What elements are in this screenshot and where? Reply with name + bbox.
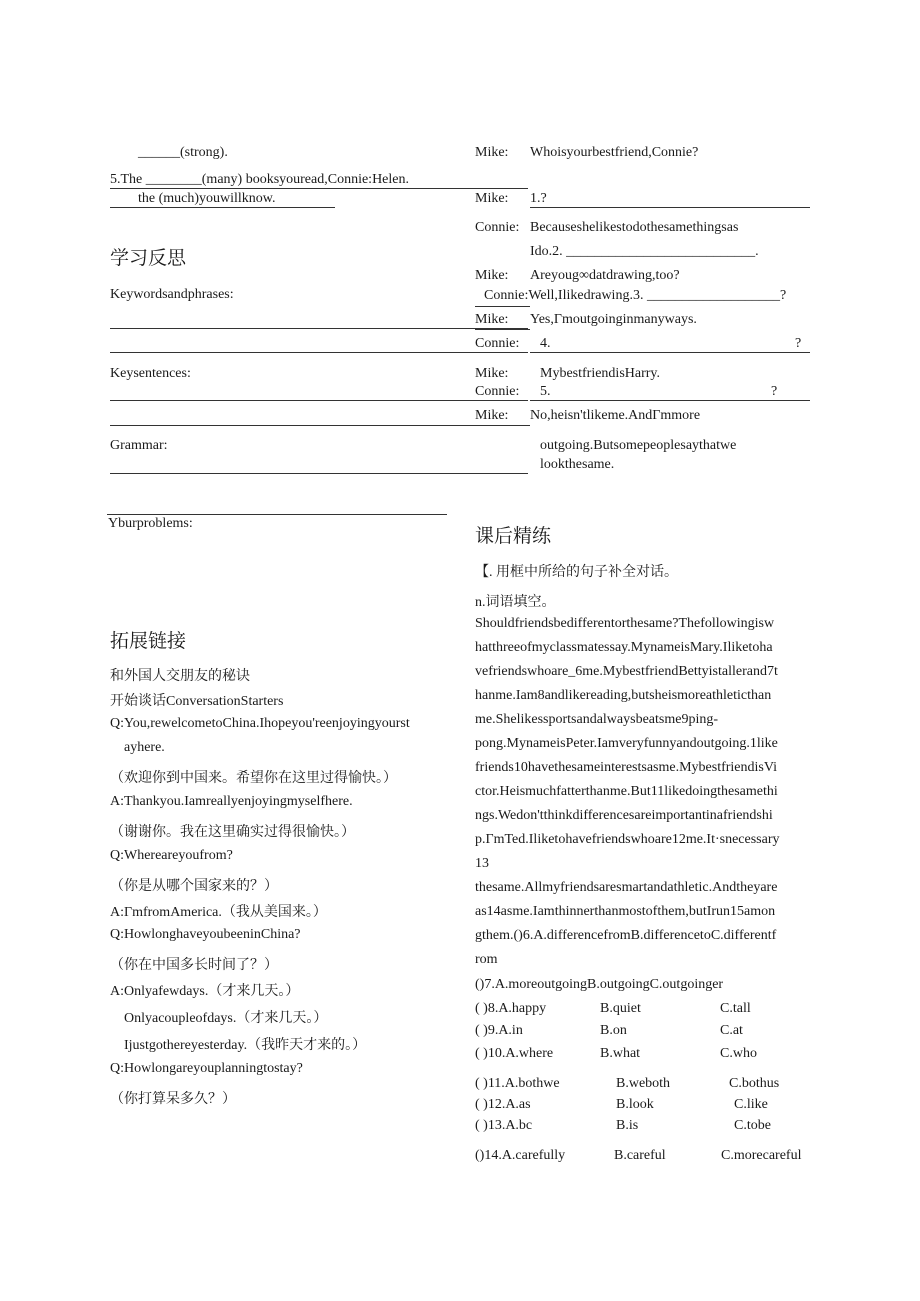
answer-line[interactable] xyxy=(107,514,447,515)
conversation-line: ayhere. xyxy=(124,740,165,755)
answer-line[interactable] xyxy=(110,425,528,426)
conversation-line: A:Thankyou.Iamreallyenjoyingmyselfhere. xyxy=(110,794,353,809)
passage-line: thesame.Allmyfriendsaresmartandathletic.Andtheyare xyxy=(475,880,778,895)
extension-subtitle-2: 开始谈话ConversationStarters xyxy=(110,694,284,709)
passage-line: p.ΓmTed.Iliketohavefriendswhoare12me.It·snecessary xyxy=(475,832,780,847)
divider xyxy=(110,207,335,208)
dialog-line: Becauseshelikestodothesamethingsas xyxy=(530,220,739,235)
divider xyxy=(110,188,528,189)
option-b[interactable]: B.is xyxy=(616,1118,639,1133)
dialog-line: lookthesame. xyxy=(540,457,615,472)
dialog-line: outgoing.Butsomepeoplesaythatwe xyxy=(540,438,737,453)
passage-line: me.Shelikessportsandalwaysbeatsme9ping- xyxy=(475,712,719,727)
question-mark: ? xyxy=(771,384,778,399)
dialog-line: No,heisn'tlikeme.AndΓmmore xyxy=(530,408,701,423)
speaker: Connie: xyxy=(475,336,520,351)
question-number: ( )12.A.as xyxy=(475,1097,531,1112)
passage-line: pong.MynameisPeter.Iamveryfunnyandoutgoing.1like xyxy=(475,736,778,751)
conversation-line: A:ΓmfromAmerica.（我从美国来。） xyxy=(110,905,327,920)
passage-line: friends10havethesameinterestsasme.MybestfriendisVi xyxy=(475,760,778,775)
option-c[interactable]: C.tall xyxy=(720,1001,751,1016)
question-7: ()7.A.moreoutgoingB.outgoingC.outgoinger xyxy=(475,977,724,992)
dialog-line: Ido.2. ___________________________. xyxy=(530,244,759,259)
answer-line[interactable] xyxy=(110,328,528,329)
passage-line: hatthreeofmyclassmatessay.MynameisMary.Iliketoha xyxy=(475,640,773,655)
keysentences-label: Keysentences: xyxy=(110,366,191,381)
conversation-line: （你是从哪个国家来的？） xyxy=(110,879,278,894)
keywords-label: Keywordsandphrases: xyxy=(110,287,234,302)
speaker: Mike: xyxy=(475,268,509,283)
question-mark: ? xyxy=(795,336,802,351)
option-b[interactable]: B.on xyxy=(600,1023,627,1038)
option-b[interactable]: B.quiet xyxy=(600,1001,641,1016)
conversation-line: Q:Whereareyoufrom? xyxy=(110,848,233,863)
top-line-3: the (much)youwillknow. xyxy=(138,191,276,206)
conversation-line: Onlyacoupleofdays.（才来几天。） xyxy=(124,1011,328,1026)
passage-line: gthem.()6.A.differencefromB.differencetoC.differentf xyxy=(475,928,777,943)
question-number: ( )11.A.bothwe xyxy=(475,1076,560,1091)
option-c[interactable]: C.morecareful xyxy=(721,1148,802,1163)
question-number: ( )8.A.happy xyxy=(475,1001,547,1016)
dialog-line: 1.? xyxy=(530,191,547,206)
section-heading-1: 【. 用框中所给的句子补全对话。 xyxy=(475,565,678,580)
passage-line: ctor.Heismuchfatterthanme.But11likedoingthesamethi xyxy=(475,784,778,799)
section-heading-2: n.词语填空。 xyxy=(475,595,556,610)
answer-blank-1[interactable] xyxy=(530,207,810,208)
question-number: ( )10.A.where xyxy=(475,1046,554,1061)
divider xyxy=(475,329,530,330)
dialog-line: 5. xyxy=(540,384,551,399)
top-line-2: 5.The ________(many) booksyouread,Connie:Helen. xyxy=(110,172,409,187)
option-c[interactable]: C.who xyxy=(720,1046,757,1061)
passage-line: Shouldfriendsbedifferentorthesame?Thefollowingisw xyxy=(475,616,775,631)
passage-line: vefriendswhoare_6me.MybestfriendBettyistallerand7t xyxy=(475,664,778,679)
top-line-1: ______(strong). xyxy=(138,145,228,160)
answer-blank-5[interactable] xyxy=(530,400,810,401)
extension-title: 拓展链接 xyxy=(110,630,187,652)
passage-line: as14asme.Iamthinnerthanmostofthem,butIrun15amon xyxy=(475,904,776,919)
practice-title: 课后精练 xyxy=(475,525,552,547)
question-number: ()14.A.carefully xyxy=(475,1148,566,1163)
option-b[interactable]: B.weboth xyxy=(616,1076,671,1091)
problems-label: Yburproblems: xyxy=(108,516,193,531)
option-b[interactable]: B.what xyxy=(600,1046,641,1061)
speaker: Connie: xyxy=(475,384,520,399)
option-c[interactable]: C.at xyxy=(720,1023,743,1038)
answer-line[interactable] xyxy=(110,352,528,353)
passage-line: 13 xyxy=(475,856,489,871)
conversation-line: Q:HowlonghaveyoubeeninChina? xyxy=(110,927,301,942)
passage-line: hanme.Iam8andlikereading,butsheismoreathleticthan xyxy=(475,688,772,703)
answer-line[interactable] xyxy=(110,400,528,401)
passage-line: ngs.Wedon'tthinkdifferencesareimportantinafriendshi xyxy=(475,808,773,823)
dialog-line: MybestfriendisHarry. xyxy=(540,366,661,381)
option-b[interactable]: B.look xyxy=(616,1097,654,1112)
conversation-line: （你在中国多长时间了？） xyxy=(110,958,278,973)
speaker: Mike: xyxy=(475,366,509,381)
conversation-line: （谢谢你。我在这里确实过得很愉快。） xyxy=(110,825,355,840)
conversation-line: Q:You,rewelcometoChina.Ihopeyou'reenjoyingyourst xyxy=(110,716,410,731)
conversation-line: （欢迎你到中国来。希望你在这里过得愉快。） xyxy=(110,771,397,786)
speaker: Mike: xyxy=(475,191,509,206)
speaker: Mike: xyxy=(475,312,509,327)
option-c[interactable]: C.tobe xyxy=(734,1118,771,1133)
passage-line: rom xyxy=(475,952,498,967)
dialog-line: Connie:Well,Ilikedrawing.3. ___________________? xyxy=(484,288,787,303)
dialog-line: Whoisyourbestfriend,Connie? xyxy=(530,145,699,160)
answer-line[interactable] xyxy=(110,473,528,474)
conversation-line: Ijustgothereyesterday.（我昨天才来的。） xyxy=(124,1038,367,1053)
speaker: Mike: xyxy=(475,145,509,160)
dialog-line: Yes,Γmoutgoinginmanyways. xyxy=(530,312,697,327)
conversation-line: Q:Howlongareyouplanningtostay? xyxy=(110,1061,303,1076)
reflection-title: 学习反思 xyxy=(110,247,187,269)
dialog-line: Areyoug∞datdrawing,too? xyxy=(530,268,680,283)
conversation-line: （你打算呆多久？） xyxy=(110,1092,236,1107)
option-c[interactable]: C.like xyxy=(734,1097,768,1112)
dialog-line: 4. xyxy=(540,336,551,351)
divider xyxy=(475,306,530,307)
extension-subtitle: 和外国人交朋友的秘诀 xyxy=(110,669,250,684)
question-number: ( )13.A.bc xyxy=(475,1118,533,1133)
question-number: ( )9.A.in xyxy=(475,1023,523,1038)
speaker: Connie: xyxy=(475,220,520,235)
speaker: Mike: xyxy=(475,408,509,423)
conversation-line: A:Onlyafewdays.（才来几天。） xyxy=(110,984,300,999)
option-b[interactable]: B.careful xyxy=(614,1148,666,1163)
answer-blank-4[interactable] xyxy=(530,352,810,353)
divider xyxy=(475,425,530,426)
option-c[interactable]: C.bothus xyxy=(729,1076,780,1091)
grammar-label: Grammar: xyxy=(110,438,168,453)
